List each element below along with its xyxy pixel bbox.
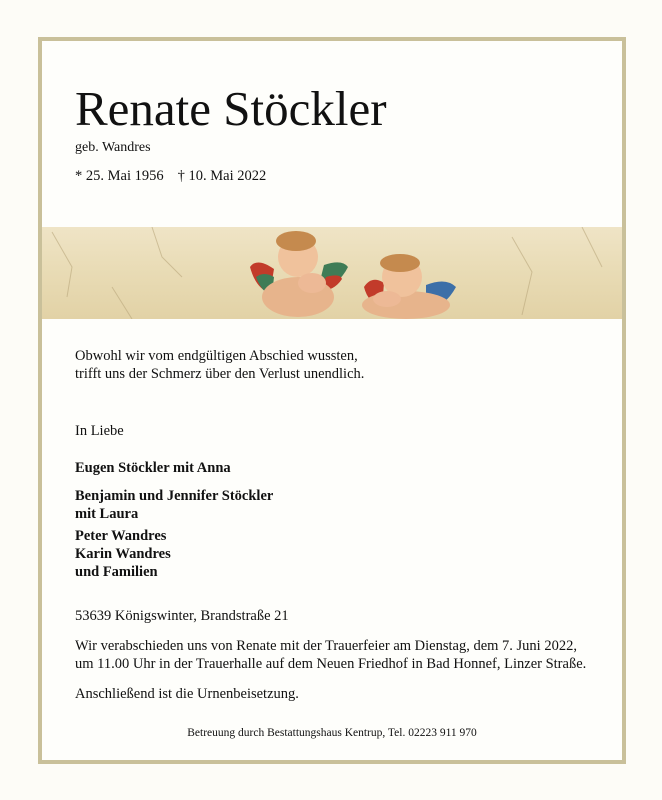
family-line: und Familien — [75, 564, 158, 580]
cherubs-banner — [42, 227, 622, 319]
obituary-card — [38, 37, 626, 764]
family-group — [75, 459, 231, 477]
family-line: Benjamin und Jennifer Stöckler — [75, 488, 274, 504]
address: 53639 Königswinter, Brandstraße 21 — [75, 608, 289, 624]
funeral-home-footer: Betreuung durch Bestattungshaus Kentrup, Tel. 02223 911 970 — [187, 727, 477, 739]
family-line: Karin Wandres — [75, 546, 171, 562]
quote-line: trifft uns der Schmerz über den Verlust unendlich. — [75, 366, 365, 382]
birth-name: geb. Wandres — [75, 140, 151, 155]
deceased-name: Renate Stöckler — [75, 81, 387, 136]
cherubs-illustration — [42, 227, 622, 319]
service-info — [75, 637, 586, 673]
family-line: mit Laura — [75, 506, 139, 522]
life-dates — [75, 168, 266, 185]
quote — [75, 347, 364, 383]
family-group — [75, 527, 171, 581]
service-line: um 11.00 Uhr in der Trauerhalle auf dem Neuen Friedhof in Bad Honnef, Linzer Straße. — [75, 656, 587, 672]
service-line: Wir verabschieden uns von Renate mit der Trauerfeier am Dienstag, dem 7. Juni 2022, — [75, 638, 577, 654]
urn-burial-note: Anschließend ist die Urnenbeisetzung. — [75, 686, 299, 702]
birth-date: * 25. Mai 1956 — [75, 168, 164, 184]
family-line: Peter Wandres — [75, 528, 167, 544]
closing-intro: In Liebe — [75, 423, 124, 439]
family-line: Eugen Stöckler mit Anna — [75, 460, 231, 476]
death-date: † 10. Mai 2022 — [177, 168, 267, 184]
quote-line: Obwohl wir vom endgültigen Abschied wussten, — [75, 348, 358, 364]
family-group — [75, 487, 273, 523]
